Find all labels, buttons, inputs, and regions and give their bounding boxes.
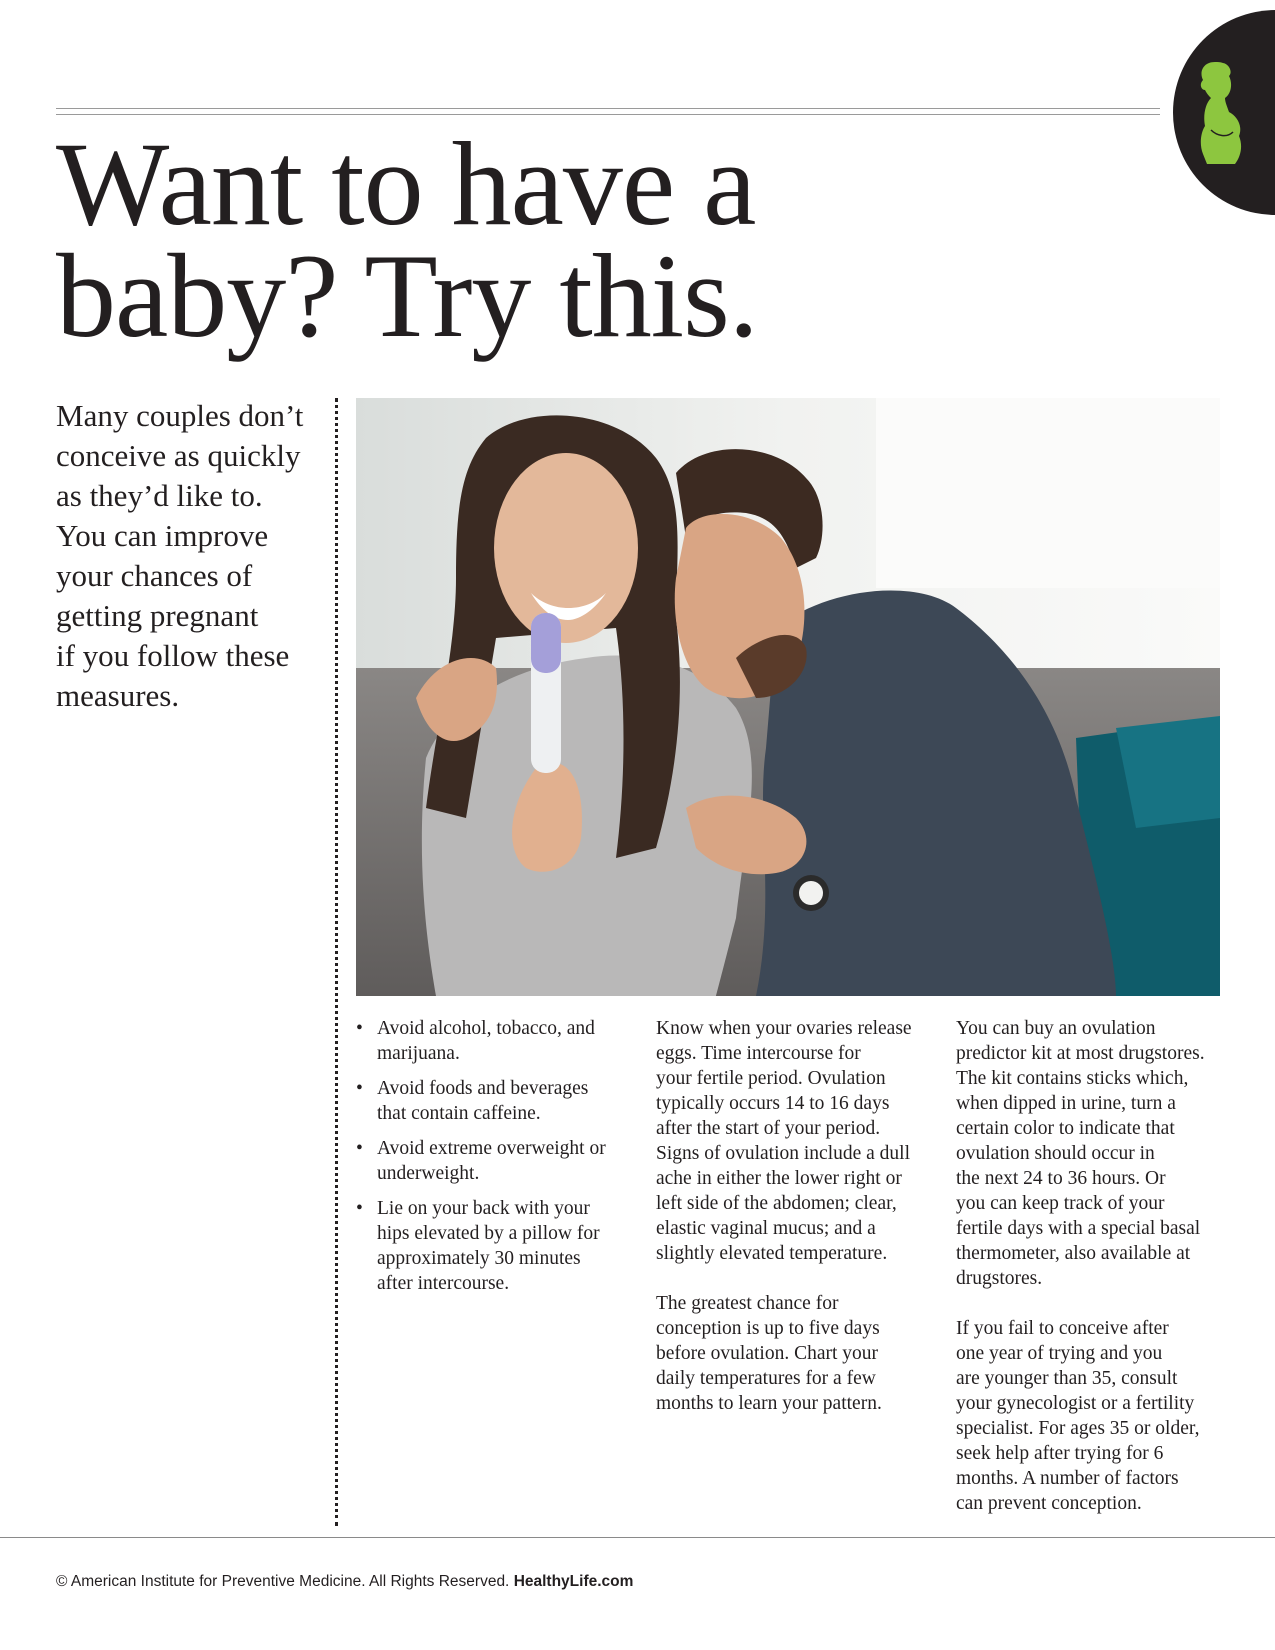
tips-list (356, 1016, 616, 1296)
paragraph-line: predictor kit at most drugstores. (956, 1043, 1205, 1064)
list-item-line: approximately 30 minutes (377, 1248, 581, 1269)
pregnant-woman-icon (1193, 60, 1245, 164)
list-item-line: hips elevated by a pillow for (377, 1223, 600, 1244)
paragraph-line: can prevent conception. (956, 1493, 1142, 1514)
paragraph-line: are younger than 35, consult (956, 1368, 1178, 1389)
paragraph-line: The kit contains sticks which, (956, 1068, 1189, 1089)
paragraph-line: ovulation should occur in (956, 1143, 1155, 1164)
list-item (356, 1016, 616, 1066)
paragraph-line: elastic vaginal mucus; and a (656, 1218, 876, 1239)
dotted-divider (335, 398, 338, 1526)
bullet-icon: • (356, 1078, 363, 1099)
top-rule (56, 108, 1160, 115)
headline-line-1: Want to have a (56, 117, 756, 250)
paragraph-line: Know when your ovaries release (656, 1018, 912, 1039)
intro-line: if you follow these (56, 638, 290, 673)
copyright-text: © American Institute for Preventive Medicine. All Rights Reserved. (56, 1573, 510, 1590)
paragraph (656, 1016, 926, 1266)
intro-line: getting pregnant (56, 598, 259, 633)
intro-line: Many couples don’t (56, 398, 304, 433)
paragraph-line: your gynecologist or a fertility (956, 1393, 1195, 1414)
paragraph-line: before ovulation. Chart your (656, 1343, 879, 1364)
list-item (356, 1076, 616, 1126)
paragraph-line: conception is up to five days (656, 1318, 880, 1339)
headline (56, 117, 758, 362)
list-item-line: Avoid alcohol, tobacco, and (377, 1018, 595, 1039)
paragraph-line: slightly elevated temperature. (656, 1243, 888, 1264)
paragraph-line: left side of the abdomen; clear, (656, 1193, 897, 1214)
list-item-line: Lie on your back with your (377, 1198, 590, 1219)
bottom-rule (0, 1537, 1275, 1538)
tips-column-1 (356, 1016, 616, 1306)
list-item (356, 1196, 616, 1296)
website-link[interactable]: HealthyLife.com (513, 1573, 634, 1590)
paragraph (956, 1016, 1226, 1291)
paragraph-line: months to learn your pattern. (656, 1393, 882, 1414)
paragraph-line: fertile days with a special basal (956, 1218, 1201, 1239)
tips-column-3 (956, 1016, 1226, 1541)
paragraph-line: Signs of ovulation include a dull (656, 1143, 911, 1164)
couple-with-pregnancy-test-photo (356, 398, 1220, 996)
list-item-line: Avoid foods and beverages (377, 1078, 589, 1099)
bullet-icon: • (356, 1018, 363, 1039)
intro-text (56, 396, 331, 716)
headline-line-2: baby? Try this. (56, 229, 758, 362)
paragraph-line: You can buy an ovulation (956, 1018, 1156, 1039)
list-item-line: underweight. (377, 1163, 480, 1184)
list-item-line: marijuana. (377, 1043, 460, 1064)
paragraph-line: seek help after trying for 6 (956, 1443, 1164, 1464)
paragraph-line: If you fail to conceive after (956, 1318, 1169, 1339)
paragraph-line: when dipped in urine, turn a (956, 1093, 1176, 1114)
paragraph-line: thermometer, also available at (956, 1243, 1191, 1264)
paragraph-line: daily temperatures for a few (656, 1368, 876, 1389)
paragraph (956, 1316, 1226, 1516)
paragraph-line: certain color to indicate that (956, 1118, 1175, 1139)
paragraph-line: ache in either the lower right or (656, 1168, 902, 1189)
paragraph (656, 1291, 926, 1416)
list-item-line: Avoid extreme overweight or (377, 1138, 606, 1159)
intro-line: your chances of (56, 558, 253, 593)
intro-line: measures. (56, 678, 180, 713)
footer (56, 1573, 633, 1591)
paragraph-line: The greatest chance for (656, 1293, 839, 1314)
paragraph-line: drugstores. (956, 1268, 1043, 1289)
paragraph-line: your fertile period. Ovulation (656, 1068, 886, 1089)
paragraph-line: the next 24 to 36 hours. Or (956, 1168, 1166, 1189)
paragraph-line: specialist. For ages 35 or older, (956, 1418, 1200, 1439)
paragraph-line: eggs. Time intercourse for (656, 1043, 861, 1064)
paragraph-line: you can keep track of your (956, 1193, 1165, 1214)
paragraph-line: one year of trying and you (956, 1343, 1163, 1364)
intro-line: as they’d like to. (56, 478, 263, 513)
paragraph-line: after the start of your period. (656, 1118, 881, 1139)
list-item-line: that contain caffeine. (377, 1103, 541, 1124)
intro-line: conceive as quickly (56, 438, 301, 473)
bullet-icon: • (356, 1198, 363, 1219)
bullet-icon: • (356, 1138, 363, 1159)
tips-column-2 (656, 1016, 926, 1441)
list-item-line: after intercourse. (377, 1273, 510, 1294)
list-item (356, 1136, 616, 1186)
paragraph-line: months. A number of factors (956, 1468, 1179, 1489)
paragraph-line: typically occurs 14 to 16 days (656, 1093, 890, 1114)
intro-line: You can improve (56, 518, 269, 553)
